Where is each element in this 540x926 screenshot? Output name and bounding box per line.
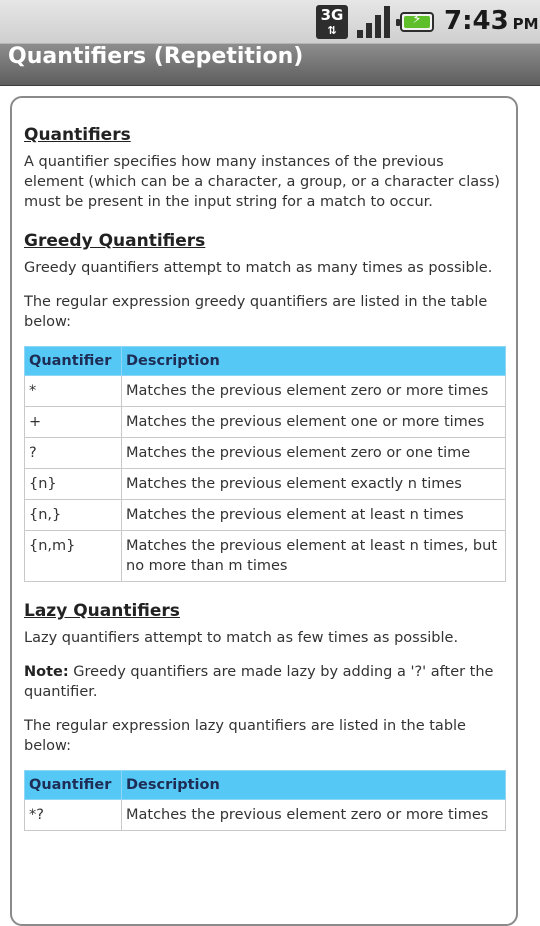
- table-row: [25, 500, 506, 531]
- table-row: [25, 531, 506, 582]
- quantifiers-heading: Quantifiers: [24, 125, 131, 145]
- table-row: [25, 800, 506, 831]
- clock-time: 7:43: [444, 6, 509, 36]
- description-cell: Matches the previous element exactly n times: [122, 469, 506, 500]
- quantifier-cell: {n}: [25, 469, 122, 500]
- greedy-heading: Greedy Quantifiers: [24, 231, 206, 251]
- description-cell: Matches the previous element at least n times: [122, 500, 506, 531]
- note-text: Greedy quantifiers are made lazy by adding a '?' after the quantifier.: [24, 664, 494, 700]
- status-bar: [0, 0, 540, 44]
- lazy-text-2: The regular expression lazy quantifiers are listed in the table below:: [24, 718, 466, 754]
- column-header-quantifier: Quantifier: [25, 347, 122, 376]
- quantifier-cell: {n,}: [25, 500, 122, 531]
- signal-strength-icon: [357, 6, 391, 38]
- quantifier-cell: ?: [25, 438, 122, 469]
- battery-charging-icon: ⚡: [400, 12, 434, 32]
- description-cell: Matches the previous element at least n times, but no more than m times: [122, 531, 506, 582]
- lazy-note: [24, 662, 506, 702]
- note-label: Note:: [24, 664, 69, 680]
- table-row: [25, 376, 506, 407]
- data-arrows-icon: ⇅: [327, 24, 337, 37]
- article-content: [24, 124, 506, 831]
- table-header-row: [25, 771, 506, 800]
- description-cell: Matches the previous element zero or more times: [122, 800, 506, 831]
- quantifiers-text: A quantifier specifies how many instances of the previous element (which can be a character, a group, or a character class) must be present in the input string for a match to occur.: [24, 154, 500, 210]
- lazy-quantifiers-table: [24, 770, 506, 831]
- quantifier-cell: +: [25, 407, 122, 438]
- table-header-row: [25, 347, 506, 376]
- content-card[interactable]: [10, 96, 518, 926]
- quantifier-cell: {n,m}: [25, 531, 122, 582]
- greedy-quantifiers-table: [24, 346, 506, 582]
- table-row: [25, 469, 506, 500]
- description-cell: Matches the previous element zero or one time: [122, 438, 506, 469]
- column-header-description: Description: [122, 771, 506, 800]
- description-cell: Matches the previous element zero or more times: [122, 376, 506, 407]
- lazy-text-1: Lazy quantifiers attempt to match as few times as possible.: [24, 630, 459, 646]
- lazy-heading: Lazy Quantifiers: [24, 601, 180, 621]
- quantifier-cell: *?: [25, 800, 122, 831]
- table-row: [25, 438, 506, 469]
- network-3g-icon: [316, 5, 348, 39]
- greedy-text-2: The regular expression greedy quantifiers are listed in the table below:: [24, 294, 488, 330]
- table-row: [25, 407, 506, 438]
- column-header-description: Description: [122, 347, 506, 376]
- page-title: Quantifiers (Repetition): [8, 44, 304, 69]
- greedy-text-1: Greedy quantifiers attempt to match as many times as possible.: [24, 260, 493, 276]
- network-label: 3G: [320, 6, 344, 24]
- description-cell: Matches the previous element one or more times: [122, 407, 506, 438]
- clock-ampm: PM: [512, 15, 539, 33]
- clock: [444, 6, 539, 38]
- title-bar: [0, 44, 540, 86]
- column-header-quantifier: Quantifier: [25, 771, 122, 800]
- quantifier-cell: *: [25, 376, 122, 407]
